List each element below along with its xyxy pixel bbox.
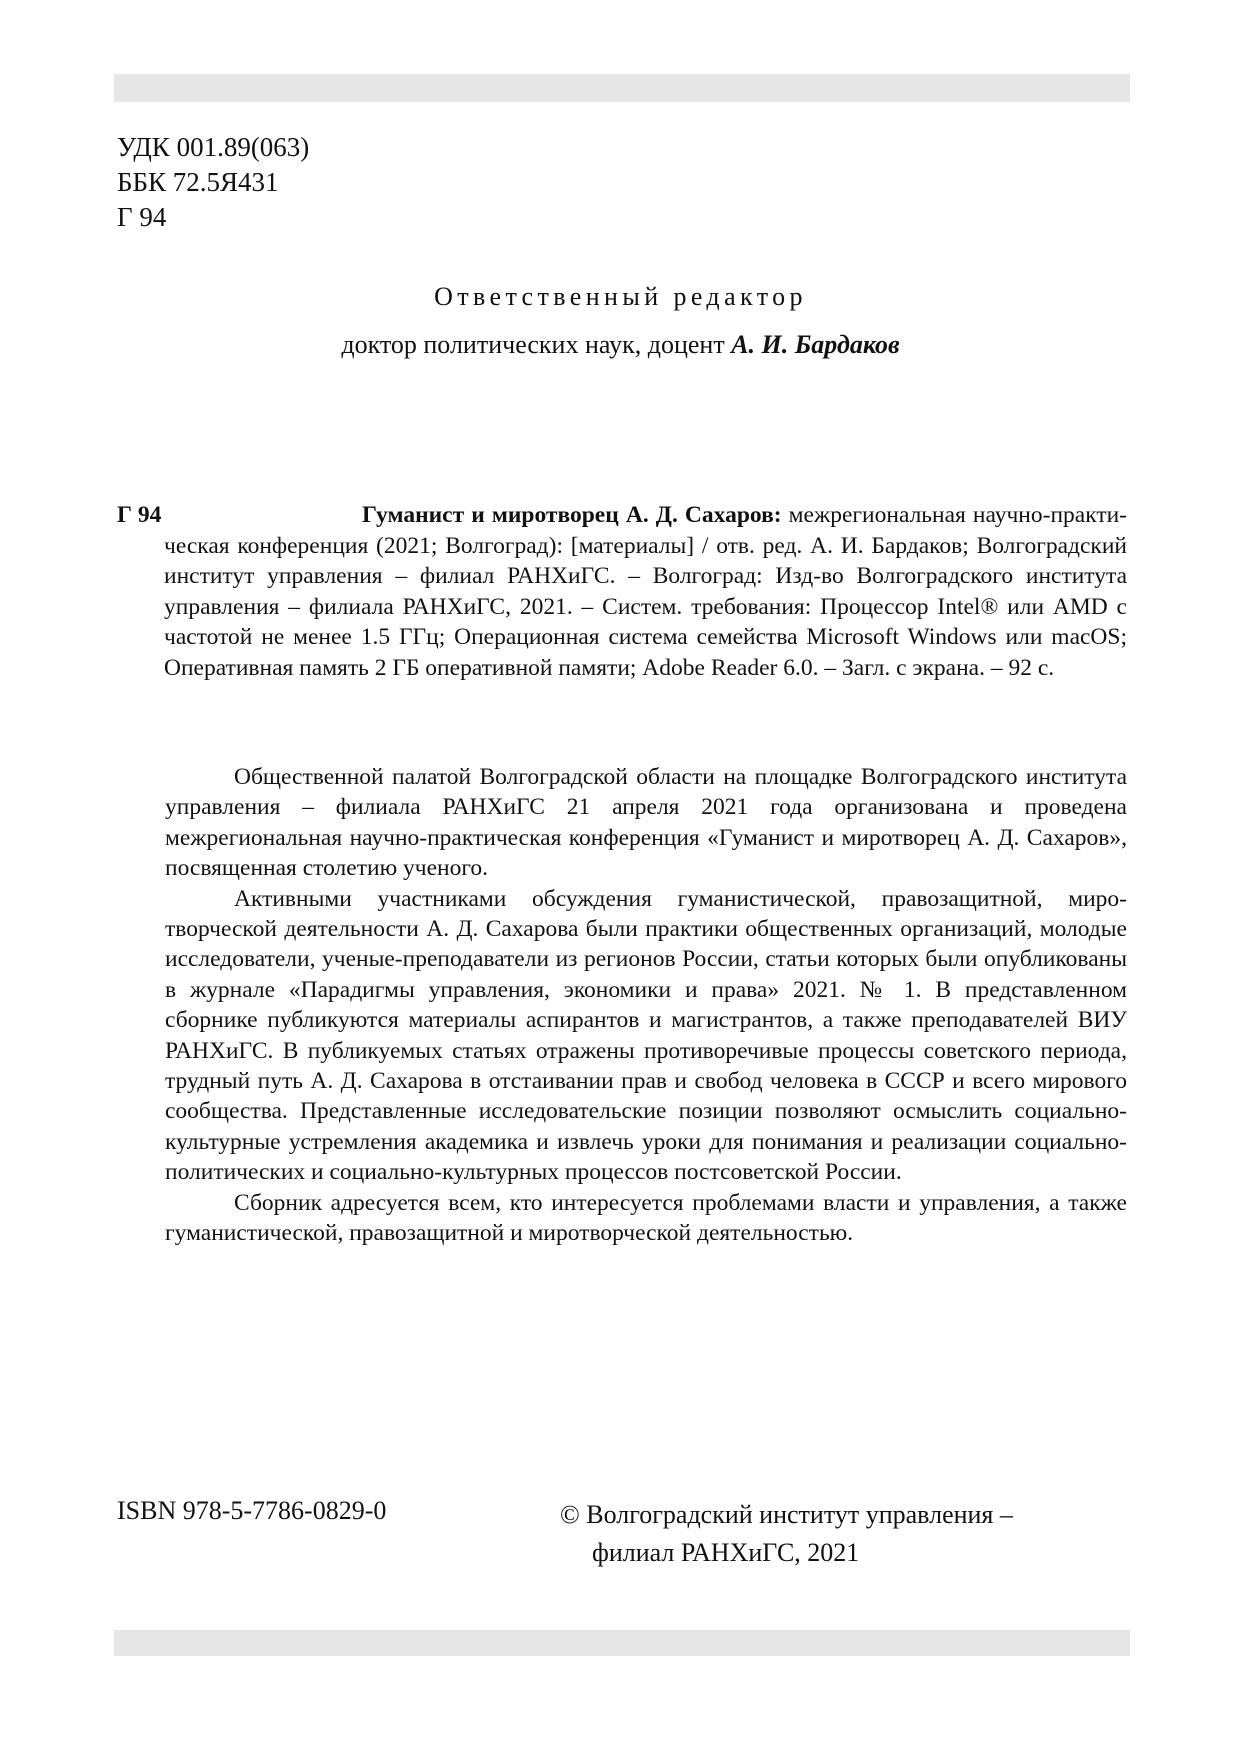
annotation-paragraph-2: Активными участниками обсуждения гуманистической, правозащитной, миротворческой деятельности А. Д. Сахарова были практики общественных организаций, молодые исследователи, ученые-преподаватели из регионов России, статьи которых были опубликованы в журнале «Парадигмы управления, экономики и права» 2021. № 1. В представленном сборнике публикуются материалы аспирантов и магистрантов, а также преподавателей ВИУ РАНХиГС. В публикуемых статьях отражены противоречивые процессы советского периода, трудный путь А. Д. Сахарова в отстаивании прав и свобод человека в СССР и всего мирового сообщества. Представленные исследовательские позиции позволяют осмыслить социально-культурные устремления академика и извлечь уроки для понимания и реализации социально-политических и социально-культурных процессов постсоветской России.	[165, 885, 1127, 1186]
editor-line	[0, 330, 1241, 360]
catalog-title: Гуманист и миротворец А. Д. Сахаров:	[362, 502, 782, 528]
catalog-description: межрегиональная научно-практическая конференция (2021; Волгоград): [материалы] / отв. ред. А. И. Бардаков; Волгоградский институт управления – филиал РАНХиГС. – Волгоград: Изд-во Волгоградского института управления – филиала РАНХиГС, 2021. – Систем. требования: Процессор Intel® или AMD с частотой не менее 1.5 ГГц; Операционная система семейства Microsoft Windows или macOS; Оперативная память 2 ГБ оперативной памяти; Adobe Reader 6.0. – Загл. с экрана. – 92 с.	[164, 502, 1127, 681]
annotation-paragraph-1: Общественной палатой Волгоградской области на площадке Волгоградского института управления – филиала РАНХиГС 21 апреля 2021 года организована и проведена межрегиональная научно-практическая конференция «Гуманист и миротворец А. Д. Сахаров», посвященная столетию ученого.	[165, 764, 1127, 882]
catalog-description-block	[164, 500, 1127, 683]
classification-codes	[117, 130, 309, 235]
copyright-line-1: © Волгоградский институт управления –	[560, 1500, 1013, 1529]
copyright	[560, 1496, 1013, 1572]
udk-code: УДК 001.89(063)	[117, 132, 310, 162]
editor-name: А. И. Бардаков	[731, 330, 900, 359]
footer-band	[114, 1630, 1130, 1656]
isbn: ISBN 978-5-7786-0829-0	[117, 1496, 387, 1525]
header-band	[114, 74, 1130, 102]
catalog-code: Г 94	[117, 502, 162, 528]
annotation	[165, 762, 1127, 1249]
catalog-entry	[117, 500, 1127, 683]
bbk-code: ББК 72.5Я431	[117, 167, 279, 197]
annotation-paragraph-3: Сборник адресуется всем, кто интересуется проблемами власти и управления, а также гуманистической, правозащитной и миротворческой деятельностью.	[165, 1189, 1127, 1247]
copyright-line-2: филиал РАНХиГС, 2021	[592, 1538, 860, 1567]
editor-title: Ответственный редактор	[434, 282, 807, 311]
editor-degree: доктор политических наук, доцент	[341, 330, 725, 359]
author-mark: Г 94	[117, 202, 167, 232]
